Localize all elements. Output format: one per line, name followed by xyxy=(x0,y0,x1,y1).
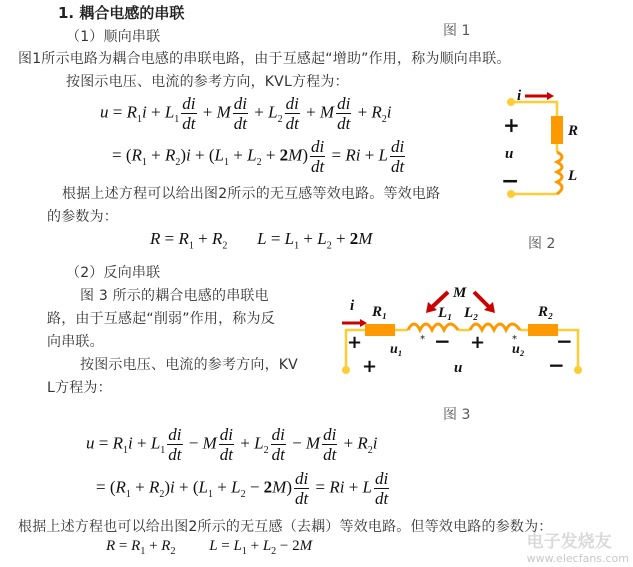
part2-params: $R = R_1 + R_2$ $L = L_1 + L_2 - 2M$ xyxy=(106,538,313,557)
svg-text:−: − xyxy=(501,169,520,194)
watermark-url: www.elecfans.com xyxy=(526,552,629,565)
part1-params: $R = R_1 + R_2$ $L = L_1 + L_2 + 2M$ xyxy=(150,229,373,252)
fig2-inductor-label: L xyxy=(568,168,578,184)
fig2-voltage-label: u xyxy=(505,146,514,162)
svg-text:+: + xyxy=(347,332,363,353)
svg-text:i: i xyxy=(350,298,355,314)
svg-text:R₂: R₂ xyxy=(538,304,554,320)
svg-text:−: − xyxy=(556,329,573,353)
watermark xyxy=(527,527,629,565)
part2-para1b: 路，由于互感起“削弱”作用，称为反 xyxy=(47,311,275,327)
part1-heading: （1）顺向串联 xyxy=(66,29,161,45)
svg-text:M: M xyxy=(453,285,467,301)
svg-text:+: + xyxy=(362,356,378,377)
svg-text:u₂: u₂ xyxy=(512,342,525,357)
fig3-circuit-diagram xyxy=(330,280,590,380)
fig1-label: 图 1 xyxy=(443,23,471,39)
part2-para1a: 图 3 所示的耦合电感的串联电 xyxy=(80,288,269,304)
section-title: 1. 耦合电感的串联 xyxy=(58,4,185,22)
fig3-resistor-r1-icon xyxy=(365,324,395,336)
fig3-inductor-l2-icon xyxy=(470,324,520,330)
fig3-terminal-right xyxy=(574,366,582,374)
part1-para2: 按图示电压、电流的参考方向，KVL方程为： xyxy=(66,74,349,90)
part1-para1: 图1所示电路为耦合电感的串联电路，由于互感起“增助”作用，称为顺向串联。 xyxy=(18,51,511,67)
watermark-brand: 电子发烧友 xyxy=(526,532,612,552)
fig3-resistor-r2-icon xyxy=(528,324,558,336)
fig2-terminal-top xyxy=(507,98,515,106)
fig2-resistor-label: R xyxy=(568,123,579,139)
part2-para2b: L方程为： xyxy=(47,380,112,396)
part2-para3: 根据上述方程也可以给出图2所示的无互感（去耦）等效电路。但等效电路的参数为： xyxy=(18,519,553,535)
svg-text:*: * xyxy=(512,334,517,345)
svg-text:R₁: R₁ xyxy=(372,304,388,320)
fig2-resistor-icon xyxy=(551,116,563,144)
svg-text:u₁: u₁ xyxy=(390,342,403,357)
part1-equation-line1: $u = R_1i + L_1$ $\frac{di}{dt}$ + M $\frac{di}{dt}$ + $L_2$ $\frac{di}{dt}$ + M $\frac{di}{dt}$ + $R_2i$ xyxy=(100,94,392,133)
fig3-label: 图 3 xyxy=(443,407,471,423)
part1-para3a: 根据上述方程可以给出图2所示的无互感等效电路。等效电路 xyxy=(62,186,441,202)
part2-equation-line1: $u = R_1i + L_1$ $\frac{di}{dt}$ − M $\frac{di}{dt}$ + $L_2$ $\frac{di}{dt}$ − M $\frac{di}{dt}$ + $R_2i$ xyxy=(86,425,378,464)
svg-text:−: − xyxy=(434,329,451,353)
svg-text:L₁: L₁ xyxy=(438,305,453,321)
fig2-current-label: i xyxy=(517,88,522,104)
svg-text:u: u xyxy=(454,360,463,376)
svg-text:−: − xyxy=(548,353,565,377)
part2-heading: （2）反向串联 xyxy=(66,265,161,281)
part1-para3b: 的参数为： xyxy=(47,209,118,225)
fig2-circuit-diagram xyxy=(495,88,590,203)
svg-text:*: * xyxy=(420,334,425,345)
svg-text:+: + xyxy=(470,332,486,353)
part2-equation-line2: = $(R_1 + R_2)i + (L_1 + L_2 - 2M)$ $\frac{di}{dt}$ = Ri + L $\frac{di}{dt}$ xyxy=(96,469,389,508)
fig2-inductor-icon xyxy=(557,152,562,194)
fig3-terminal-left xyxy=(342,366,350,374)
part2-para1c: 向串联。 xyxy=(47,334,104,350)
svg-text:+: + xyxy=(503,113,520,137)
part1-equation-line2: = $(R_1 + R_2)i + (L_1 + L_2 + 2M)$ $\frac{di}{dt}$ = Ri + L $\frac{di}{dt}$ xyxy=(112,137,405,176)
fig2-label: 图 2 xyxy=(528,236,556,252)
part2-para2a: 按图示电压、电流的参考方向，KV xyxy=(80,357,298,373)
svg-text:L₂: L₂ xyxy=(464,305,479,321)
